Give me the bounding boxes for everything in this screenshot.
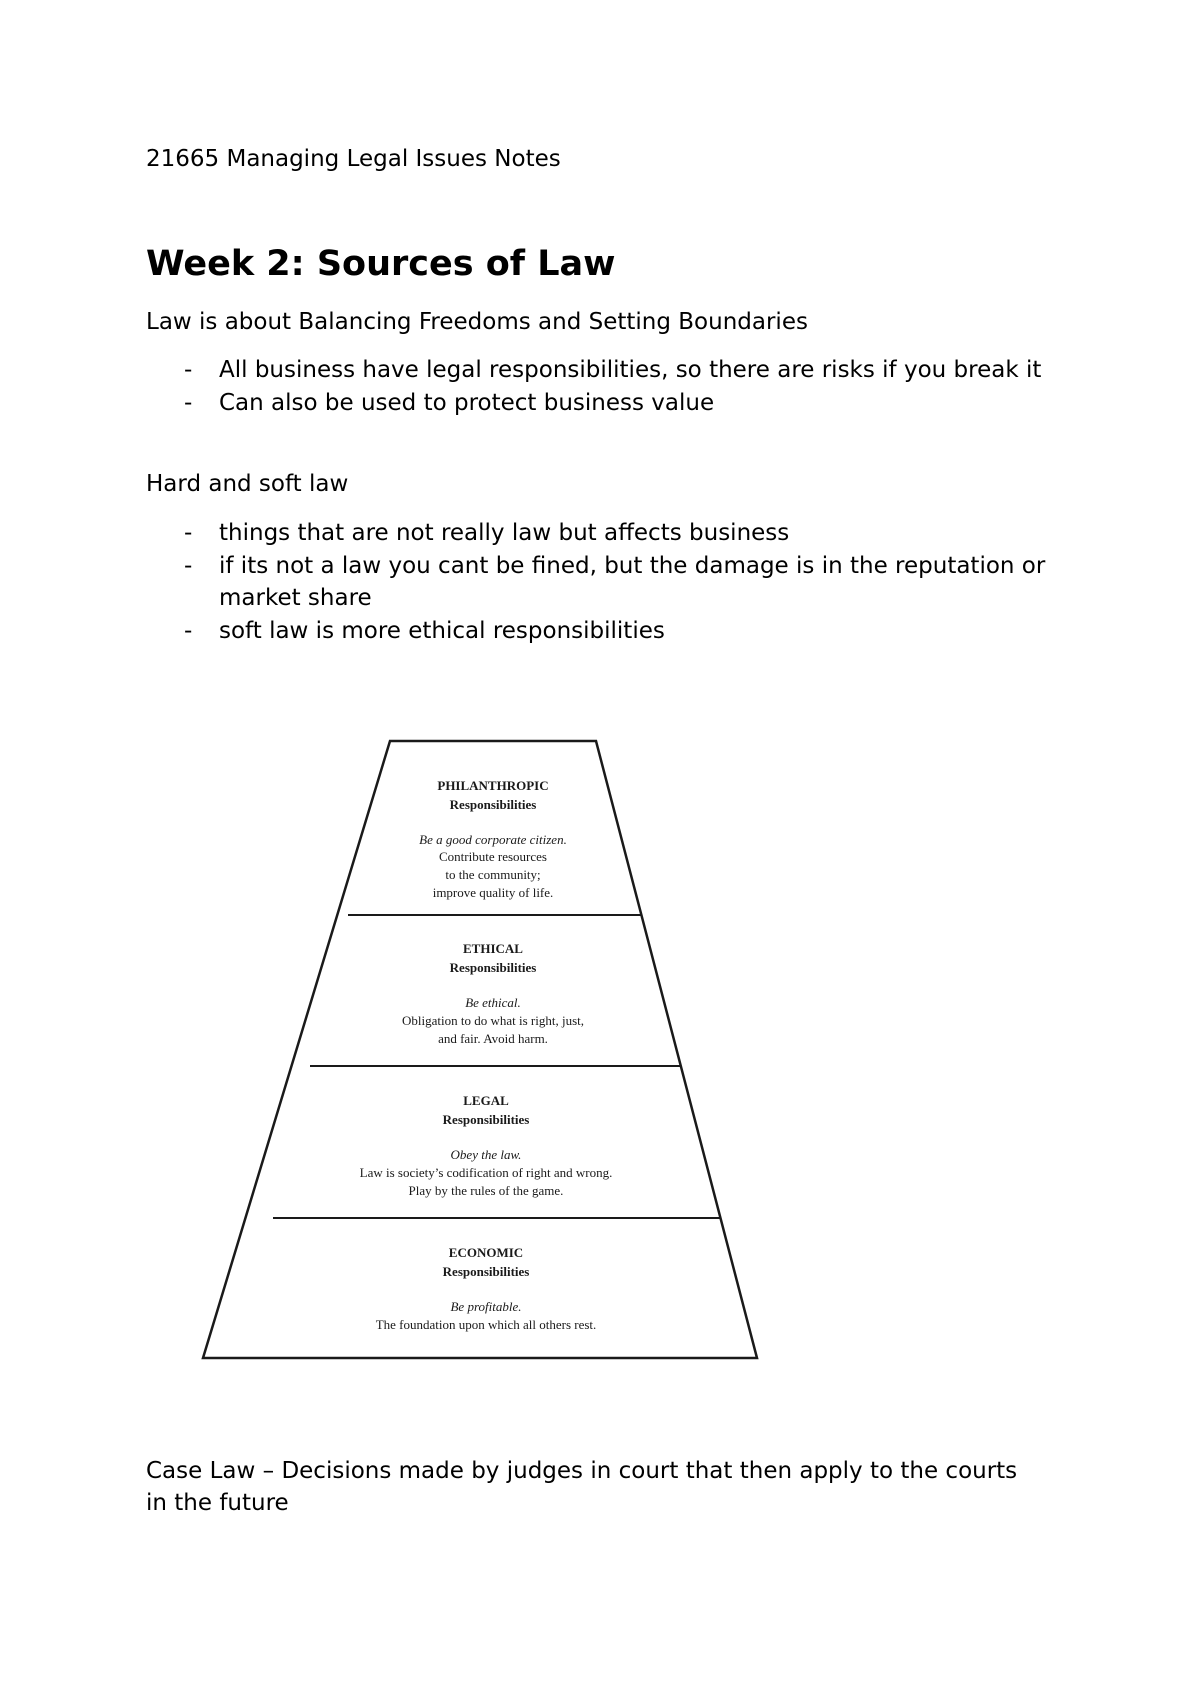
bullet-list-hard-soft	[146, 517, 1076, 647]
tier-subtitle: Responsibilities	[449, 960, 537, 975]
week-heading: Week 2: Sources of Law	[146, 244, 616, 284]
tier-name: ETHICAL	[463, 941, 523, 956]
tier-name: PHILANTHROPIC	[437, 778, 549, 793]
tier-subtitle: Responsibilities	[442, 1264, 530, 1279]
bullet-marker: -	[184, 552, 193, 579]
section-intro-balancing: Law is about Balancing Freedoms and Setting Boundaries	[146, 309, 808, 335]
list-item	[146, 550, 1076, 615]
tier-description-line: improve quality of life.	[432, 885, 554, 900]
tier-motto: Be profitable.	[450, 1299, 522, 1314]
tier-description-line: Contribute resources	[439, 849, 547, 864]
case-law-paragraph: Case Law – Decisions made by judges in court that then apply to the courts in the future	[146, 1458, 1018, 1516]
bullet-marker: -	[184, 520, 193, 546]
tier-description-line: The foundation upon which all others rest.	[375, 1317, 597, 1332]
tier-description-line: Obligation to do what is right, just,	[402, 1013, 584, 1028]
list-item-text: All business have legal responsibilities, so there are risks if you break it	[219, 357, 1042, 383]
tier-subtitle: Responsibilities	[442, 1112, 530, 1127]
list-item-text: soft law is more ethical responsibilities	[219, 617, 665, 644]
tier-description-line: Play by the rules of the game.	[408, 1183, 564, 1198]
list-item	[146, 354, 1076, 387]
section-intro-hard-soft: Hard and soft law	[146, 471, 349, 497]
list-item	[146, 615, 1076, 648]
tier-subtitle: Responsibilities	[449, 797, 537, 812]
tier-description-line: and fair. Avoid harm.	[438, 1031, 548, 1046]
list-item-text: Can also be used to protect business value	[219, 389, 715, 416]
list-item-text: things that are not really law but affects business	[219, 520, 790, 546]
tier-name: ECONOMIC	[448, 1245, 524, 1260]
bullet-marker: -	[184, 389, 193, 416]
bullet-marker: -	[184, 617, 193, 644]
tier-motto: Obey the law.	[450, 1147, 522, 1162]
list-item-text: if its not a law you cant be fined, but the damage is in the reputation or market share	[219, 552, 1046, 611]
document-title: 21665 Managing Legal Issues Notes	[146, 146, 561, 172]
tier-motto: Be ethical.	[465, 995, 521, 1010]
csr-pyramid-diagram	[190, 730, 770, 1370]
list-item	[146, 387, 1076, 420]
list-item	[146, 517, 1076, 550]
tier-name: LEGAL	[463, 1093, 509, 1108]
tier-description-line: to the community;	[445, 867, 541, 882]
bullet-marker: -	[184, 357, 193, 383]
tier-motto: Be a good corporate citizen.	[419, 832, 567, 847]
bullet-list-balancing	[146, 354, 1076, 419]
tier-description-line: Law is society’s codification of right and wrong.	[359, 1165, 613, 1180]
